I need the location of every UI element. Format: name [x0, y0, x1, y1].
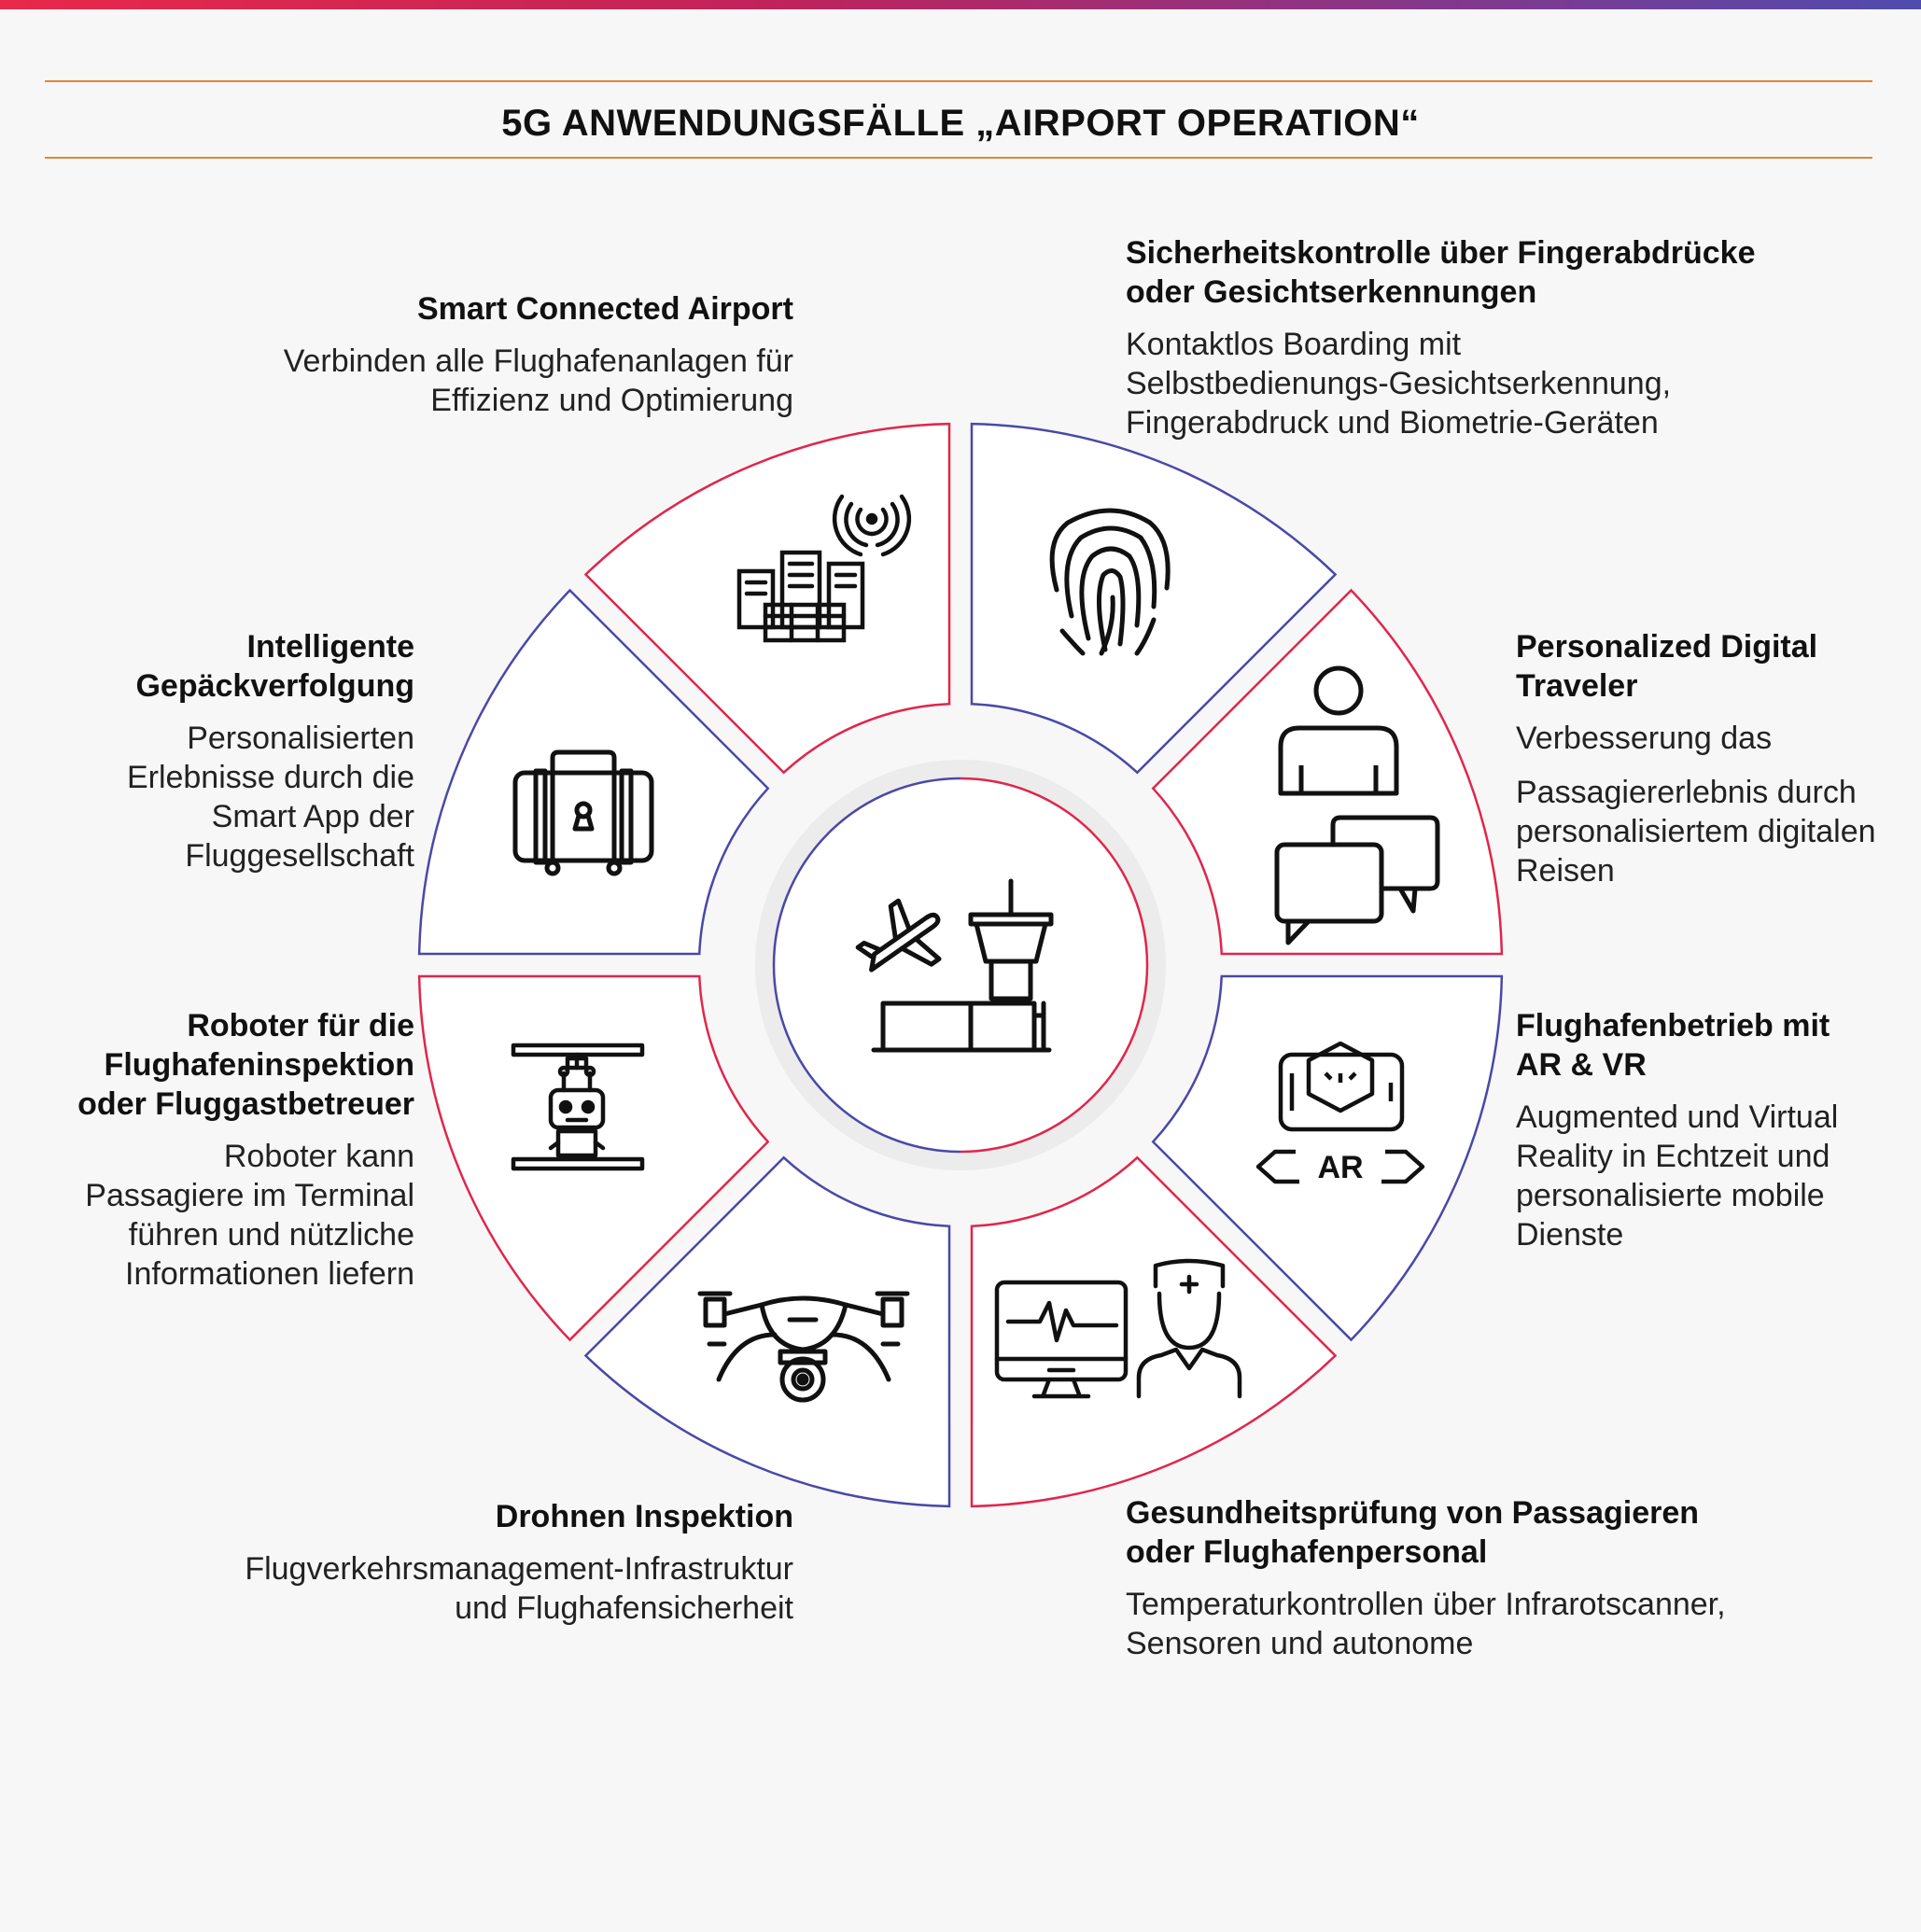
title-line: Flughafenbetrieb mit — [1516, 1008, 1830, 1043]
segment-digital-traveler — [1516, 627, 1908, 890]
desc-line: und Flughafensicherheit — [455, 1590, 793, 1626]
title-line: AR & VR — [1516, 1047, 1647, 1083]
segment-title: Smart Connected Airport — [416, 291, 793, 327]
desc-line: Smart App der — [211, 799, 414, 834]
desc-line: Roboter kann — [223, 1139, 414, 1174]
desc-line: Flugverkehrsmanagement-Infrastruktur — [245, 1551, 793, 1587]
desc-line: führen und nützliche — [128, 1217, 414, 1253]
segment-desc — [28, 1137, 414, 1294]
segment-health-check — [1126, 1493, 1872, 1663]
segment-title — [28, 1006, 414, 1124]
ar-label: AR — [1317, 1150, 1364, 1185]
segment-desc — [1516, 773, 1908, 890]
title-line: Gepäckverfolgung — [135, 668, 414, 704]
title-line: Traveler — [1516, 668, 1638, 704]
title-line: oder Gesichtserkennungen — [1126, 274, 1537, 310]
segment-desc — [28, 719, 414, 875]
desc-line: Personalisierten — [187, 721, 414, 756]
segment-desc — [1516, 1098, 1908, 1254]
title-line: oder Fluggastbetreuer — [77, 1086, 414, 1122]
segment-robot — [28, 1006, 414, 1294]
desc-line: Fluggesellschaft — [185, 838, 414, 874]
segment-desc — [140, 1549, 793, 1628]
segment-title — [1516, 1006, 1908, 1085]
segment-title — [1126, 233, 1872, 312]
title-line: Roboter für die — [187, 1008, 414, 1043]
desc-line: personalisierte mobile — [1516, 1178, 1825, 1213]
desc-line: Passagiererlebnis durch — [1516, 775, 1857, 810]
segment-security-check — [1126, 233, 1872, 442]
title-line: Flughafeninspektion — [104, 1047, 414, 1083]
desc-line: Selbstbedienungs-Gesichtserkennung, — [1126, 366, 1672, 401]
segment-drone — [140, 1497, 793, 1628]
segment-title: Drohnen Inspektion — [495, 1499, 793, 1534]
title-line: Intelligente — [246, 629, 414, 665]
segment-title — [28, 627, 414, 706]
title-line: Sicherheitskontrolle über Fingerabdrücke — [1126, 235, 1756, 271]
segment-title — [1516, 627, 1908, 706]
desc-line: Augmented und Virtual — [1516, 1099, 1839, 1135]
desc-line: Reisen — [1516, 853, 1615, 889]
title-line: oder Flughafenpersonal — [1126, 1534, 1488, 1570]
segment-desc — [1126, 1585, 1872, 1663]
title-line: Gesundheitsprüfung von Passagieren — [1126, 1495, 1700, 1531]
page-title: 5G ANWENDUNGSFÄLLE „AIRPORT OPERATION“ — [501, 103, 1420, 144]
desc-line: Verbinden alle Flughafenanlagen für — [283, 343, 793, 379]
desc-line: Effizienz und Optimierung — [430, 383, 793, 418]
desc-line: Dienste — [1516, 1217, 1624, 1253]
segment-desc — [168, 342, 793, 420]
segment-desc — [1126, 325, 1872, 442]
desc-line: Kontaktlos Boarding mit — [1126, 327, 1462, 362]
desc-line: personalisiertem digitalen — [1516, 814, 1876, 849]
desc-line: Reality in Echtzeit und — [1516, 1139, 1830, 1174]
desc-line: Passagiere im Terminal — [85, 1178, 414, 1213]
center-disc — [774, 778, 1147, 1152]
desc-line: Fingerabdruck und Biometrie-Geräten — [1126, 405, 1659, 441]
segment-ar-vr — [1516, 1006, 1908, 1254]
segment-baggage — [28, 627, 414, 875]
segment-desc-intro: Verbesserung das — [1516, 721, 1773, 756]
desc-line: Informationen liefern — [125, 1256, 414, 1292]
title-line: Personalized Digital — [1516, 629, 1818, 665]
desc-line: Sensoren und autonome — [1126, 1626, 1474, 1661]
desc-line: Erlebnisse durch die — [126, 760, 414, 795]
desc-line: Temperaturkontrollen über Infrarotscanner, — [1126, 1587, 1726, 1622]
segment-smart-airport — [168, 289, 793, 420]
segment-title — [1126, 1493, 1872, 1572]
